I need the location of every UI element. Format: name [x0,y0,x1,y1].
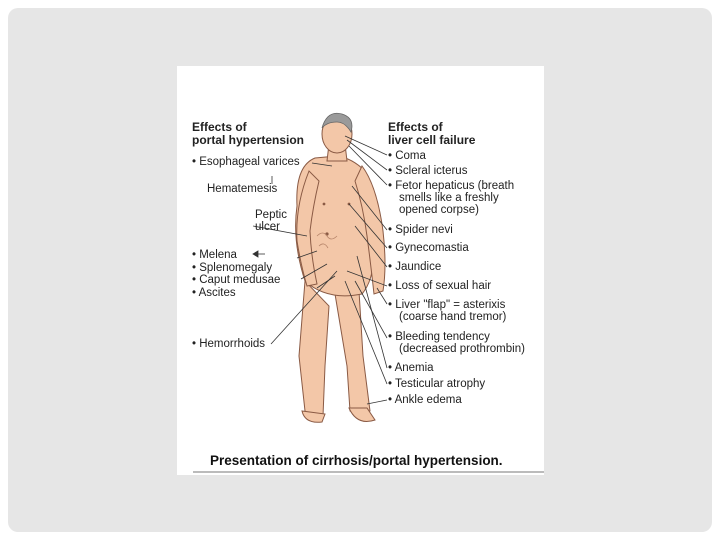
portal-hypertension-title-line1: Effects of [192,120,247,134]
label-spider-nevi: • Spider nevi [388,224,453,236]
right-leg [335,291,370,416]
label-esophageal-varices: • Esophageal varices [192,156,300,168]
label-hemorrhoids: • Hemorrhoids [192,338,266,350]
portal-hypertension-title-line2: portal hypertension [192,133,305,147]
liver-failure-title-line1: Effects of [388,120,443,134]
label-jaundice: • Jaundice [388,261,442,273]
label-splenomegaly: • Splenomegaly [192,262,273,274]
label-fetor-hepaticus: • Fetor hepaticus (breath [388,180,515,192]
label-gynecomastia: • Gynecomastia [388,242,469,254]
label-scleral-icterus: • Scleral icterus [388,165,468,177]
label-ankle-edema: • Ankle edema [388,394,462,406]
label-coma: • Coma [388,150,426,162]
label-hematemesis: Hematemesis [207,183,278,195]
label-melena: • Melena [192,249,237,261]
left-leg [299,281,329,416]
label-anemia: • Anemia [388,362,434,374]
label-testicular-atrophy: • Testicular atrophy [388,378,486,390]
label-liver-flap: • Liver "flap" = asterixis [388,299,506,311]
liver-failure-title-line2: liver cell failure [388,133,476,147]
human-figure [296,115,385,422]
label-ascites: • Ascites [192,287,236,299]
label-fetor-hepaticus-3: opened corpse) [399,204,479,216]
label-loss-of-sexual-hair: • Loss of sexual hair [388,280,492,292]
label-peptic: Peptic [255,209,287,221]
label-fetor-hepaticus-2: smells like a freshly [399,192,499,204]
figure-caption: Presentation of cirrhosis/portal hypertension. [210,453,503,468]
medical-figure [177,66,544,475]
label-bleeding-tendency: • Bleeding tendency [388,331,490,343]
label-liver-flap-2: (coarse hand tremor) [399,311,507,323]
label-caput-medusae: • Caput medusae [192,274,281,286]
label-ulcer: ulcer [255,221,280,233]
right-foot [349,408,375,422]
nipple-left [323,203,326,206]
label-bleeding-tendency-2: (decreased prothrombin) [399,343,525,355]
caption-divider [193,471,544,473]
